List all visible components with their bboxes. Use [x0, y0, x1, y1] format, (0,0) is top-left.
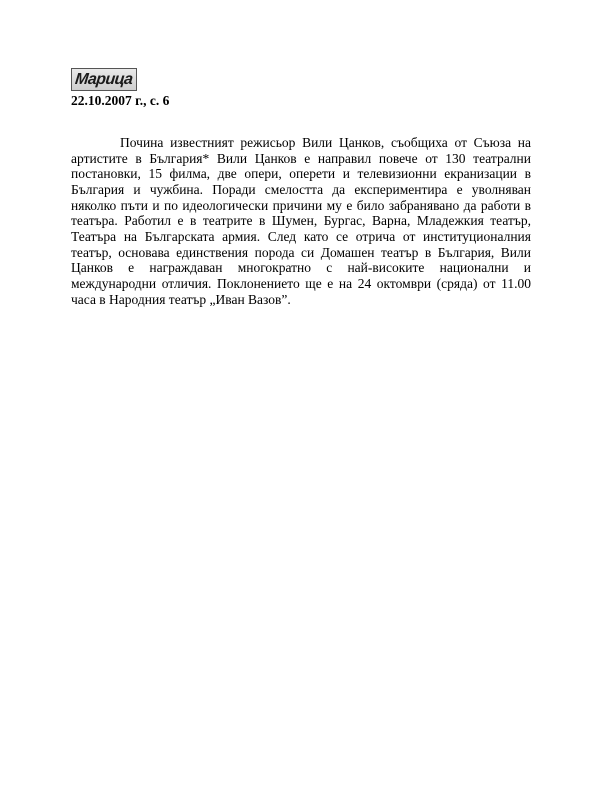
- newspaper-logo: [71, 68, 137, 91]
- publication-date-line: 22.10.2007 г., с. 6: [71, 93, 170, 108]
- article-body: Почина известният режисьор Вили Цанков, съобщиха от Съюза на артистите в България* Вили Цанков е направил повече от 130 театрални постановки, 15 филма, две опери, оперети и телевизионни екранизации в България и чужбина. Поради смелостта да експериментира е уволняван няколко пъти и по идеологически причини му е било забранявано да работи в театъра. Работил е в театрите в Шумен, Бургас, Варна, Младежкия театър, Театъра на Българската армия. След като се отрича от институционалния театър, основава единствения порода си Домашен театър в България, Вили Цанков е награждаван многократно с най-високите национални и международни отличия. Поклонението ще е на 24 октомври (сряда) от 11.00 часа в Народния театър „Иван Вазов”.: [71, 135, 531, 307]
- newspaper-logo-text: Марица: [74, 71, 134, 88]
